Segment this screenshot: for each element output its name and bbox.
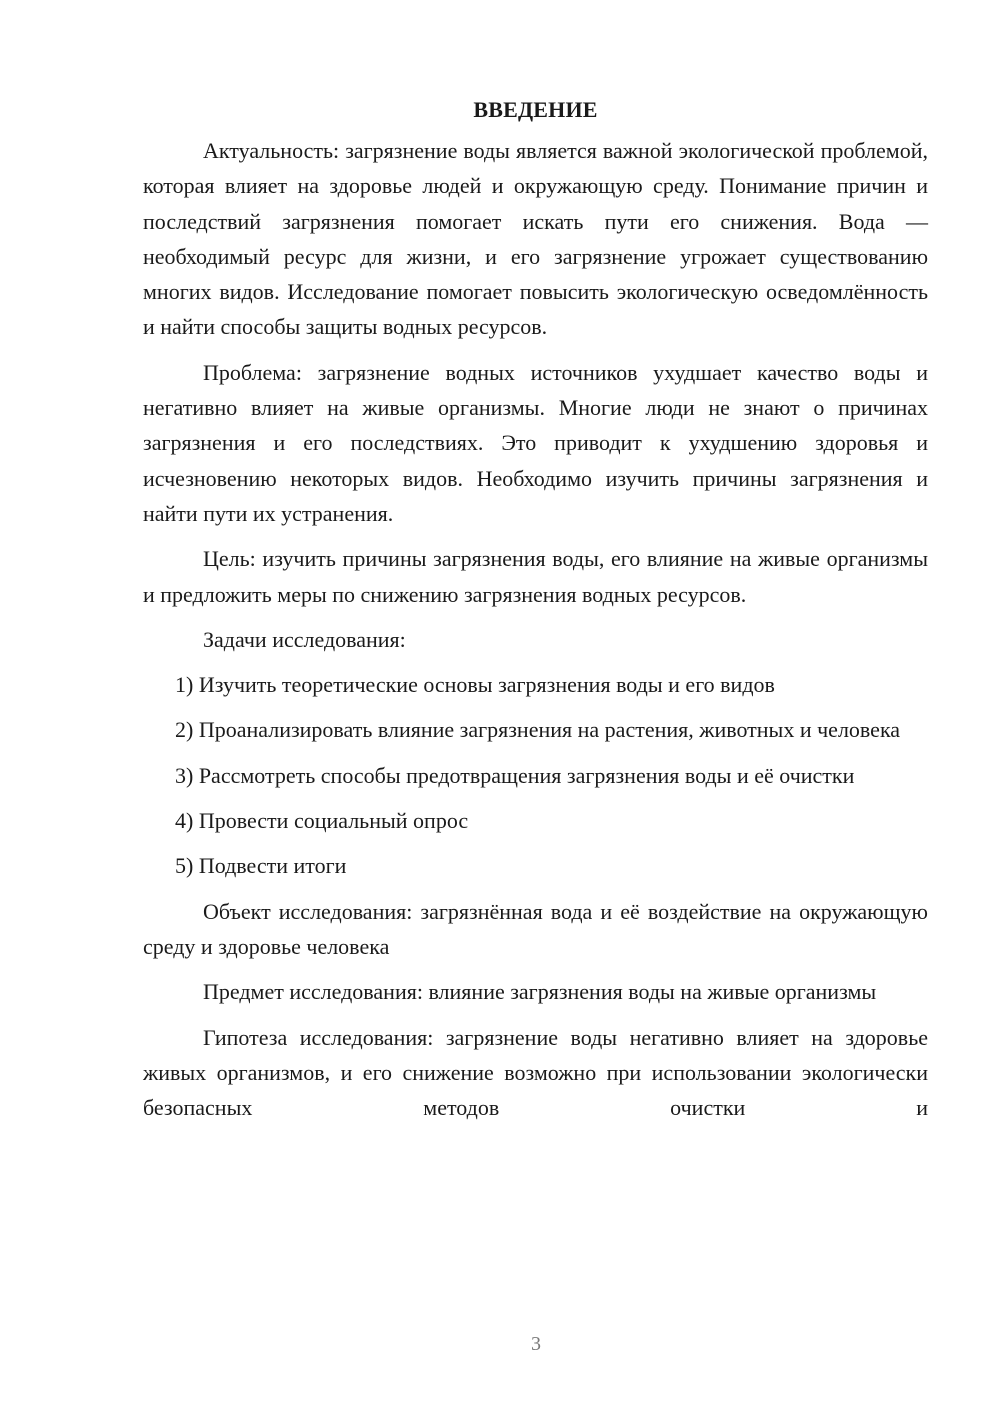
task-item-3: 3) Рассмотреть способы предотвращения загрязнения воды и её очистки — [175, 762, 855, 788]
task-item-5: 5) Подвести итоги — [175, 853, 347, 879]
paragraph-goal: Цель: изучить причины загрязнения воды, его влияние на живые организмы и предложить меры по снижению загрязнения водных ресурсов. — [143, 546, 928, 607]
paragraph-object: Объект исследования: загрязнённая вода и её воздействие на окружающую среду и здоровье человека — [143, 898, 928, 959]
paragraph-subject: Предмет исследования: влияние загрязнения воды на живые организмы — [203, 979, 877, 1005]
paragraph-relevance: Актуальность: загрязнение воды является важной экологической проблемой, которая влияет на здоровье людей и окружающую среду. Понимание причин и последствий загрязнения помогает искать пути его снижения. Вода — необходимый ресурс для жизни, и его загрязнение угрожает существованию многих видов. Исследование помогает повысить экологическую осведомлённость и найти способы защиты водных ресурсов. — [143, 138, 928, 340]
task-item-4: 4) Провести социальный опрос — [175, 808, 469, 834]
page-number: 3 — [531, 1333, 541, 1355]
task-item-2: 2) Проанализировать влияние загрязнения на растения, животных и человека — [175, 717, 901, 743]
paragraph-problem: Проблема: загрязнение водных источников ухудшает качество воды и негативно влияет на живые организмы. Многие люди не знают о причинах загрязнения и его последствиях. Это приводит к ухудшению здоровья и исчезновению некоторых видов. Необходимо изучить причины загрязнения и найти пути их устранения. — [143, 359, 928, 526]
paragraph-hypothesis: Гипотеза исследования: загрязнение воды негативно влияет на здоровье живых организмов, и его снижение возможно при использовании экологически безопасных методов очистки и — [143, 1024, 928, 1121]
tasks-title: Задачи исследования: — [203, 626, 406, 652]
document-page — [143, 92, 928, 1135]
section-heading: ВВЕДЕНИЕ — [473, 97, 598, 122]
task-item-1: 1) Изучить теоретические основы загрязнения воды и его видов — [175, 672, 775, 698]
